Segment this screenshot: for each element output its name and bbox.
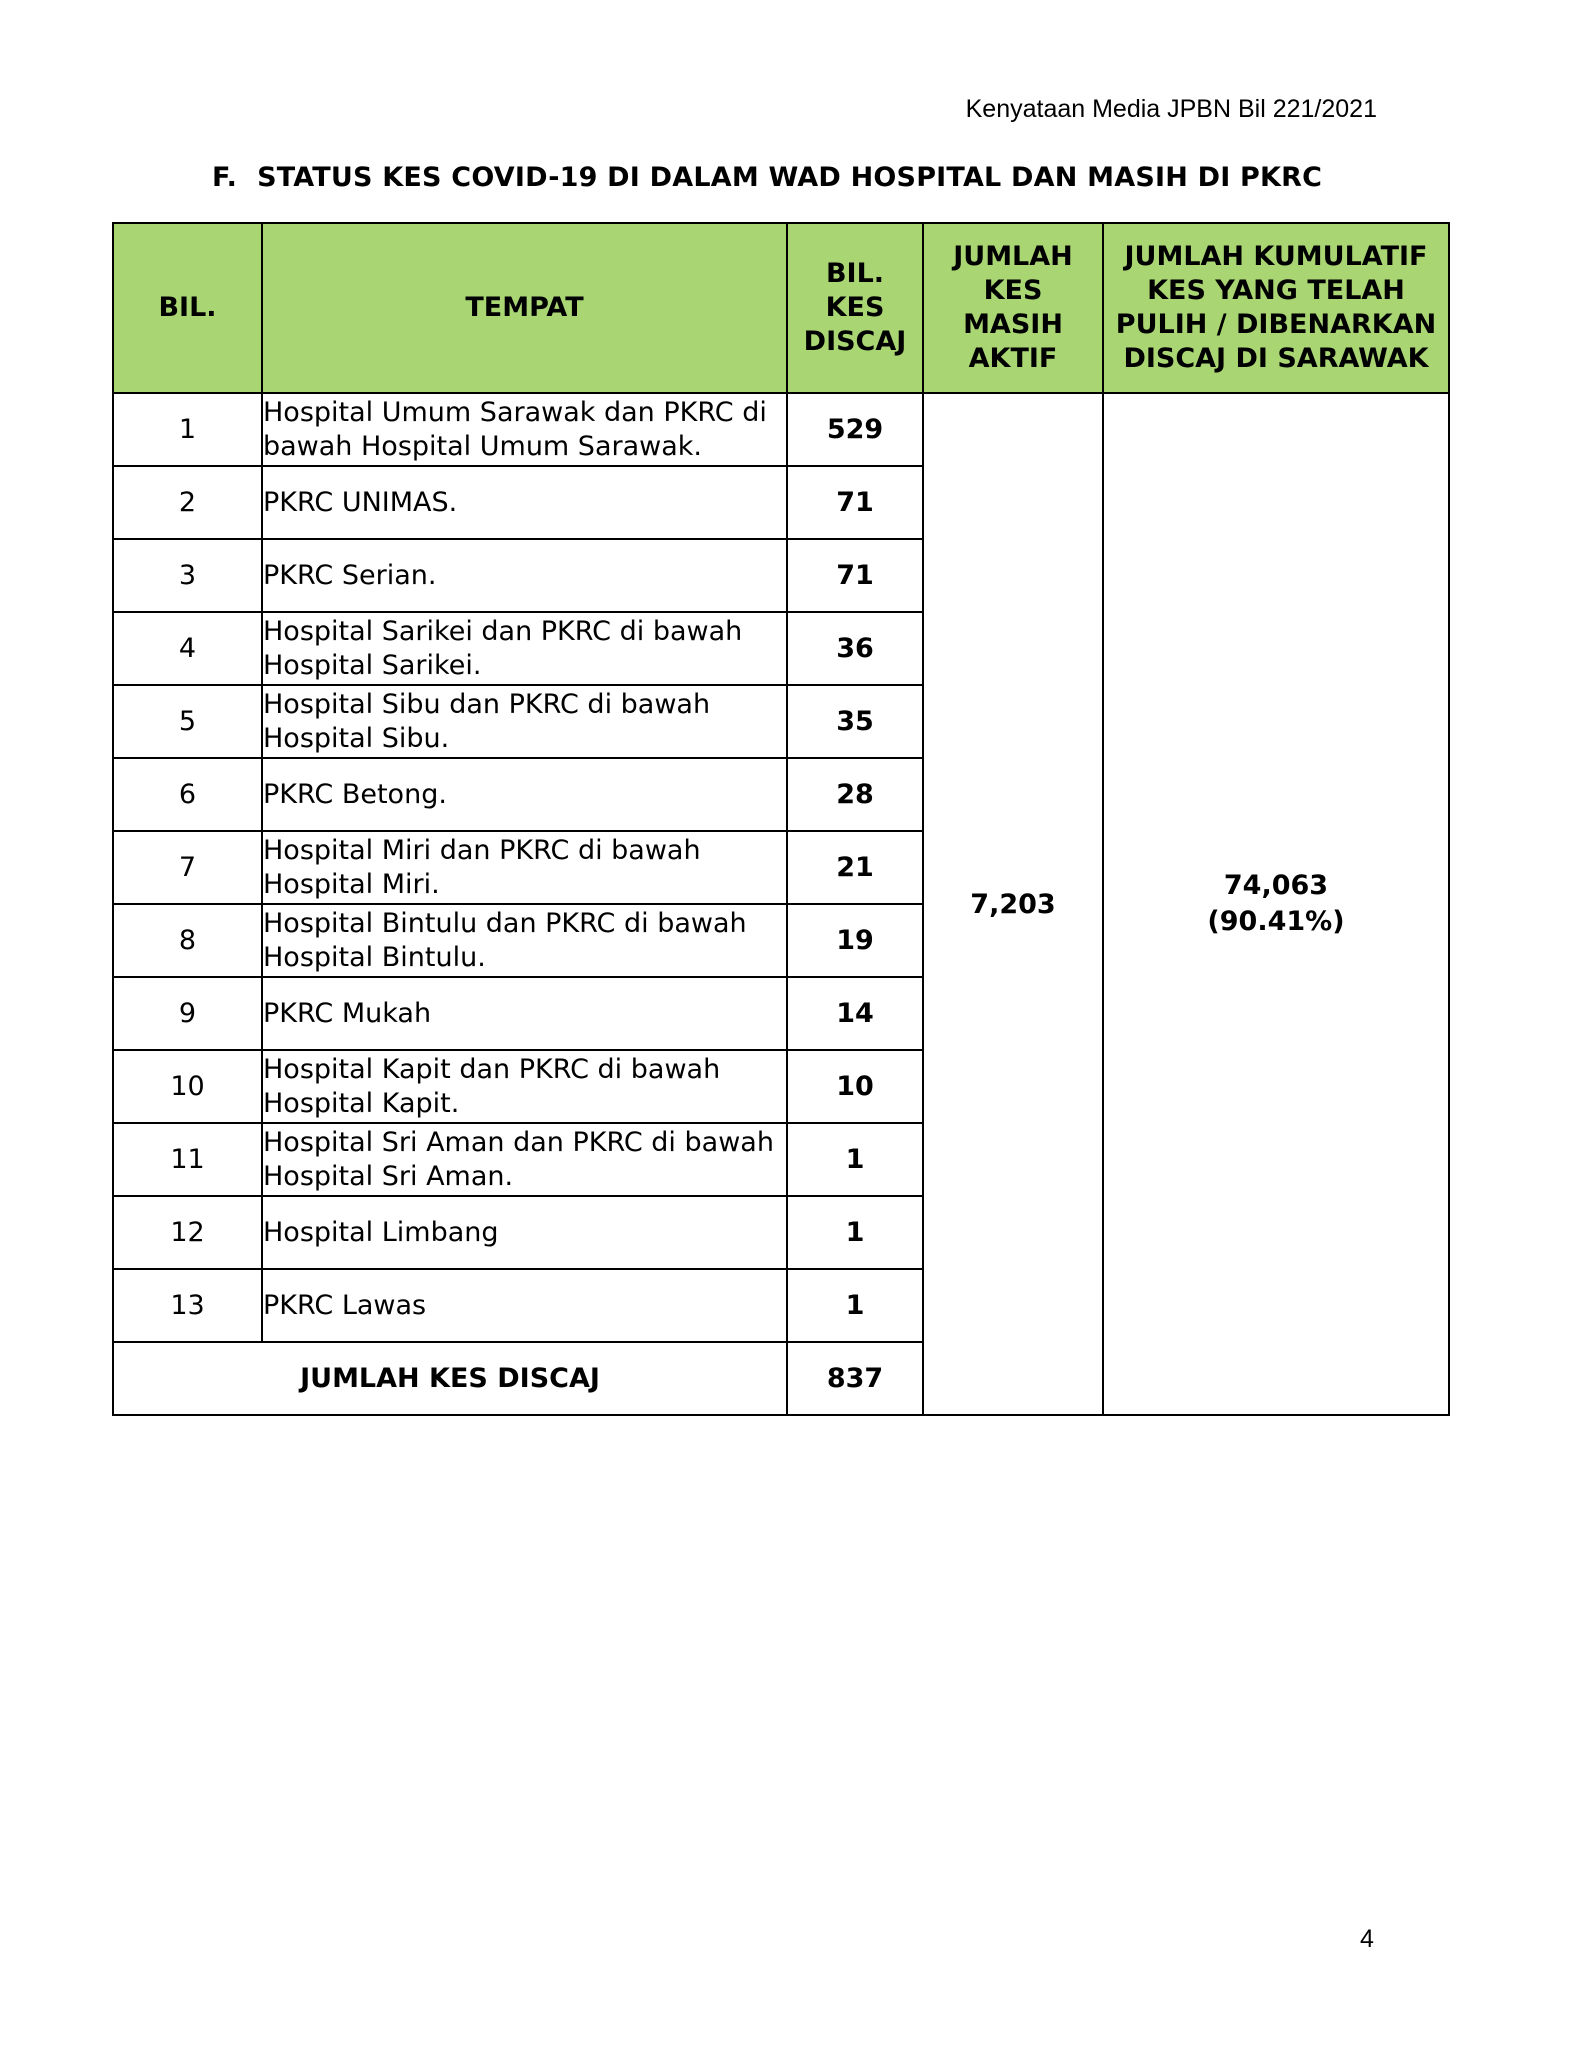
row-bil: 12: [113, 1196, 262, 1269]
row-bil: 5: [113, 685, 262, 758]
row-discaj: 71: [787, 539, 923, 612]
row-tempat: [262, 904, 787, 977]
row-discaj: 36: [787, 612, 923, 685]
tempat-line: PKRC Lawas: [263, 1289, 427, 1321]
row-tempat: [262, 1196, 787, 1269]
tempat-line: PKRC UNIMAS.: [263, 486, 458, 518]
row-bil: 3: [113, 539, 262, 612]
header-line: JUMLAH KUMULATIF: [1124, 241, 1428, 272]
tempat-line: Hospital Bintulu dan PKRC di bawah: [263, 907, 747, 939]
row-discaj: 35: [787, 685, 923, 758]
kumulatif-value: 74,063: [1223, 870, 1329, 901]
row-tempat: [262, 758, 787, 831]
header-bil: BIL.: [113, 223, 262, 393]
row-bil: 6: [113, 758, 262, 831]
row-bil: 9: [113, 977, 262, 1050]
page-number: 4: [1360, 1925, 1374, 1953]
kumulatif-pulih: [1103, 393, 1449, 1415]
row-bil: 1: [113, 393, 262, 466]
kumulatif-percent: (90.41%): [1207, 906, 1345, 937]
row-discaj: 529: [787, 393, 923, 466]
header-line: PULIH / DIBENARKAN: [1115, 309, 1437, 340]
row-discaj: 1: [787, 1196, 923, 1269]
tempat-line: Hospital Umum Sarawak dan PKRC di: [263, 396, 767, 428]
row-tempat: [262, 539, 787, 612]
tempat-line: Hospital Sibu dan PKRC di bawah: [263, 688, 711, 720]
header-line: BIL.: [825, 258, 885, 289]
row-tempat: [262, 466, 787, 539]
document-reference: Kenyataan Media JPBN Bil 221/2021: [965, 95, 1377, 123]
row-tempat: [262, 393, 787, 466]
table-row: [113, 393, 1449, 466]
header-bil-kes-discaj: [787, 223, 923, 393]
tempat-line: Hospital Miri dan PKRC di bawah: [263, 834, 701, 866]
row-tempat: [262, 977, 787, 1050]
tempat-line: Hospital Kapit.: [263, 1087, 460, 1119]
section-title: [212, 162, 1322, 193]
header-tempat: TEMPAT: [262, 223, 787, 393]
total-discaj: 837: [787, 1342, 923, 1415]
row-discaj: 28: [787, 758, 923, 831]
section-title-text: STATUS KES COVID-19 DI DALAM WAD HOSPITAL DAN MASIH DI PKRC: [257, 162, 1323, 193]
row-tempat: [262, 1050, 787, 1123]
row-tempat: [262, 1269, 787, 1342]
row-tempat: [262, 1123, 787, 1196]
table-header-row: [113, 223, 1449, 393]
row-discaj: 1: [787, 1123, 923, 1196]
row-bil: 13: [113, 1269, 262, 1342]
header-jumlah-kes-masih-aktif: [923, 223, 1103, 393]
tempat-line: Hospital Miri.: [263, 868, 440, 900]
row-bil: 8: [113, 904, 262, 977]
tempat-line: Hospital Kapit dan PKRC di bawah: [263, 1053, 721, 1085]
tempat-line: Hospital Sri Aman dan PKRC di bawah: [263, 1126, 774, 1158]
row-discaj: 1: [787, 1269, 923, 1342]
row-tempat: [262, 612, 787, 685]
row-discaj: 19: [787, 904, 923, 977]
row-discaj: 21: [787, 831, 923, 904]
header-jumlah-kumulatif: [1103, 223, 1449, 393]
header-line: KES: [983, 275, 1043, 306]
kes-masih-aktif: 7,203: [923, 393, 1103, 1415]
tempat-line: Hospital Sarikei.: [263, 649, 482, 681]
tempat-line: Hospital Sarikei dan PKRC di bawah: [263, 615, 743, 647]
tempat-line: Hospital Sibu.: [263, 722, 450, 754]
total-label: JUMLAH KES DISCAJ: [113, 1342, 787, 1415]
row-bil: 2: [113, 466, 262, 539]
row-discaj: 10: [787, 1050, 923, 1123]
header-line: DISCAJ: [803, 326, 907, 357]
tempat-line: PKRC Serian.: [263, 559, 437, 591]
tempat-line: Hospital Sri Aman.: [263, 1160, 514, 1192]
tempat-line: PKRC Mukah: [263, 997, 432, 1029]
row-bil: 10: [113, 1050, 262, 1123]
row-discaj: 71: [787, 466, 923, 539]
row-bil: 11: [113, 1123, 262, 1196]
header-line: KES: [825, 292, 885, 323]
header-line: JUMLAH: [953, 241, 1073, 272]
row-bil: 7: [113, 831, 262, 904]
covid-status-table: [112, 222, 1450, 1416]
header-line: DISCAJ DI SARAWAK: [1123, 343, 1429, 374]
tempat-line: Hospital Bintulu.: [263, 941, 486, 973]
row-discaj: 14: [787, 977, 923, 1050]
row-tempat: [262, 831, 787, 904]
header-line: MASIH: [963, 309, 1063, 340]
tempat-line: Hospital Limbang: [263, 1216, 499, 1248]
row-bil: 4: [113, 612, 262, 685]
tempat-line: PKRC Betong.: [263, 778, 447, 810]
header-line: KES YANG TELAH: [1147, 275, 1405, 306]
header-line: AKTIF: [968, 343, 1058, 374]
section-letter: F.: [212, 162, 238, 193]
tempat-line: bawah Hospital Umum Sarawak.: [263, 430, 702, 462]
row-tempat: [262, 685, 787, 758]
